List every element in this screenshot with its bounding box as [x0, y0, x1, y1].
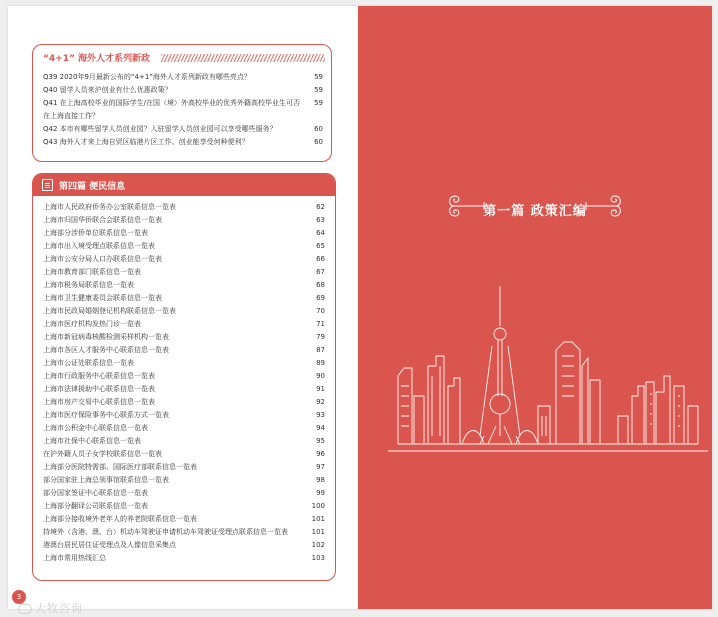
page-number: 3: [12, 590, 26, 604]
entry-page-number: 91: [316, 385, 325, 393]
entry-page-number: 62: [316, 203, 325, 211]
toc-entry-row: [43, 539, 331, 552]
toc-entry-row: [43, 344, 331, 357]
entry-page-number: 101: [311, 515, 325, 523]
toc-entry-row: [43, 422, 331, 435]
toc-question-row: [43, 71, 327, 84]
entry-page-number: 90: [316, 372, 325, 380]
section-header: [33, 174, 335, 196]
toc-entry-row: [43, 266, 331, 279]
toc-entry-row: [43, 318, 331, 331]
entry-page-number: 102: [311, 541, 325, 549]
entry-text: Q43 海外人才来上海自贸区临港片区工作、创业能享受何种便利？: [43, 138, 249, 146]
hatch-decoration: [161, 54, 325, 62]
toc-entry-row: [43, 201, 331, 214]
entry-page-number: 71: [316, 320, 325, 328]
entry-text: 上海市医疗保险事务中心联系方式一览表: [43, 411, 169, 419]
entry-page-number: 69: [316, 294, 325, 302]
shanghai-skyline-illustration: [388, 286, 708, 456]
entry-page-number: 79: [316, 333, 325, 341]
section-title: 第四篇 便民信息: [59, 182, 126, 192]
entry-text: Q40 留学人员来沪创业有什么优惠政策？: [43, 86, 172, 94]
left-page: [8, 6, 358, 615]
toc-entry-row: [43, 214, 331, 227]
entry-text: 上海市医疗机构发热门诊一览表: [43, 320, 141, 328]
entry-page-number: 60: [314, 125, 323, 133]
entry-page-number: 98: [316, 476, 325, 484]
entry-list: [43, 201, 331, 565]
toc-question-row: [43, 123, 327, 136]
section-convenience-info: [32, 173, 336, 581]
watermark-text: 大牧咨询: [35, 602, 83, 615]
toc-entry-row: [43, 474, 331, 487]
entry-page-number: 101: [311, 528, 325, 536]
toc-entry-row: [43, 292, 331, 305]
entry-text: 上海市归国华侨联合会联系信息一览表: [43, 216, 162, 224]
toc-question-row: [43, 97, 327, 123]
toc-entry-row: [43, 240, 331, 253]
entry-text: 上海市法律援助中心联系信息一览表: [43, 385, 155, 393]
entry-text: 上海市人民政府侨务办公室联系信息一览表: [43, 203, 176, 211]
entry-text: Q42 本市有哪些留学人员创业园？入驻留学人员创业园可以享受哪些服务？: [43, 125, 277, 133]
entry-text: Q41 在上海高校毕业的国际学生/在国（境）外高校毕业的优秀外籍高校毕业生可否在上海直接工作？: [43, 99, 300, 120]
toc-entry-row: [43, 253, 331, 266]
entry-page-number: 65: [316, 242, 325, 250]
entry-page-number: 59: [314, 86, 323, 94]
entry-page-number: 96: [316, 450, 325, 458]
entry-page-number: 66: [316, 255, 325, 263]
entry-page-number: 87: [316, 346, 325, 354]
document-icon: [42, 179, 53, 191]
entry-text: 上海市常用热线汇总: [43, 554, 106, 562]
entry-text: 上海市出入境受理点联系信息一览表: [43, 242, 155, 250]
toc-entry-row: [43, 487, 331, 500]
entry-text: 上海市教育部门联系信息一览表: [43, 268, 141, 276]
part-title: 第一篇 政策汇编: [483, 204, 587, 219]
toc-entry-row: [43, 435, 331, 448]
entry-page-number: 59: [314, 99, 323, 107]
toc-entry-row: [43, 279, 331, 292]
entry-text: 上海市公证处联系信息一览表: [43, 359, 134, 367]
toc-entry-row: [43, 227, 331, 240]
toc-entry-row: [43, 500, 331, 513]
toc-entry-row: [43, 513, 331, 526]
toc-entry-row: [43, 461, 331, 474]
entry-page-number: 100: [311, 502, 325, 510]
entry-page-number: 97: [316, 463, 325, 471]
watermark: [18, 600, 83, 616]
entry-text: 持境外（含港、澳、台）机动车驾驶证申请机动车驾驶证受理点联系信息一览表: [43, 528, 288, 536]
entry-text: 在沪外籍人员子女学校联系信息一览表: [43, 450, 162, 458]
watermark-logo-icon: [18, 604, 32, 614]
entry-page-number: 60: [314, 138, 323, 146]
entry-text: 上海市房产交易中心联系信息一览表: [43, 398, 155, 406]
entry-page-number: 93: [316, 411, 325, 419]
entry-text: 上海市卫生健康委员会联系信息一览表: [43, 294, 162, 302]
entry-page-number: 68: [316, 281, 325, 289]
entry-text: 部分国家驻上海总领事馆联系信息一览表: [43, 476, 169, 484]
right-ornament-icon: [584, 192, 624, 220]
toc-entry-row: [43, 526, 331, 539]
entry-text: 上海市社保中心联系信息一览表: [43, 437, 141, 445]
section-title: “4+1” 海外人才系列新政: [43, 54, 151, 64]
entry-page-number: 59: [314, 73, 323, 81]
toc-entry-row: [43, 305, 331, 318]
question-list: [43, 71, 327, 149]
entry-page-number: 64: [316, 229, 325, 237]
entry-page-number: 89: [316, 359, 325, 367]
entry-text: 上海市行政服务中心联系信息一览表: [43, 372, 155, 380]
entry-text: 上海市各区人才服务中心联系信息一览表: [43, 346, 169, 354]
book-spread: [8, 6, 712, 615]
entry-page-number: 95: [316, 437, 325, 445]
section-overseas-talent: [32, 44, 332, 162]
toc-entry-row: [43, 383, 331, 396]
entry-text: 上海部分医院特需部、国际医疗部联系信息一览表: [43, 463, 197, 471]
entry-page-number: 70: [316, 307, 325, 315]
toc-question-row: [43, 84, 327, 97]
entry-text: 上海市新冠病毒核酸检测采样机构一览表: [43, 333, 169, 341]
entry-text: 上海部分涉侨单位联系信息一览表: [43, 229, 148, 237]
entry-page-number: 63: [316, 216, 325, 224]
entry-page-number: 67: [316, 268, 325, 276]
entry-page-number: 92: [316, 398, 325, 406]
toc-entry-row: [43, 370, 331, 383]
toc-entry-row: [43, 409, 331, 422]
entry-text: 上海市公积金中心联系信息一览表: [43, 424, 148, 432]
toc-entry-row: [43, 331, 331, 344]
entry-page-number: 94: [316, 424, 325, 432]
entry-text: 上海部分翻译公司联系信息一览表: [43, 502, 148, 510]
entry-text: 部分国家签证中心联系信息一览表: [43, 489, 148, 497]
entry-text: 上海部分接收境外老年人的养老院联系信息一览表: [43, 515, 197, 523]
entry-text: 上海市民政局婚姻登记机构联系信息一览表: [43, 307, 176, 315]
entry-text: 港澳台居民居住证受理点及人像信息采集点: [43, 541, 176, 549]
toc-entry-row: [43, 357, 331, 370]
entry-text: Q39 2020年9月最新公布的“4+1”海外人才系列新政有哪些亮点？: [43, 73, 251, 81]
entry-text: 上海市税务局联系信息一览表: [43, 281, 134, 289]
entry-text: 上海市公安分局人口办联系信息一览表: [43, 255, 162, 263]
entry-page-number: 99: [316, 489, 325, 497]
entry-page-number: 103: [311, 554, 325, 562]
toc-entry-row: [43, 552, 331, 565]
toc-question-row: [43, 136, 327, 149]
right-page-cover: [358, 6, 712, 609]
toc-entry-row: [43, 396, 331, 409]
toc-entry-row: [43, 448, 331, 461]
